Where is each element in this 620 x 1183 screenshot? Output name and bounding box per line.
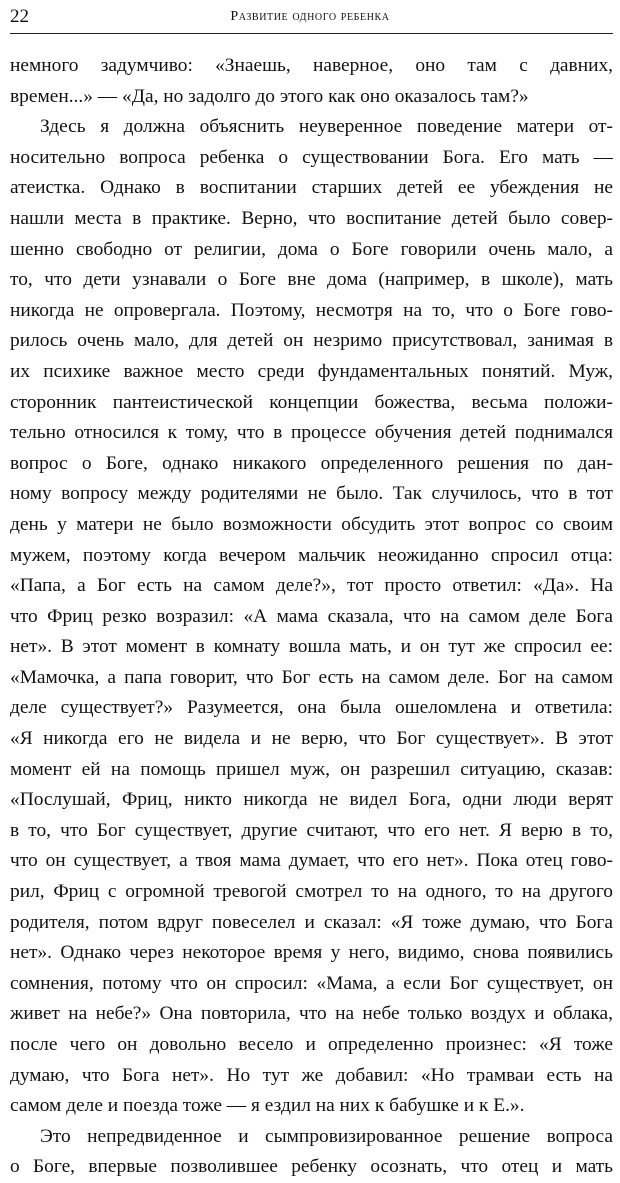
page-number: 22: [10, 6, 29, 27]
text-line: день у матери не было возможности обсудить этот вопрос со своим: [10, 513, 613, 535]
text-line: нет». Однако через некоторое время у него, видимо, снова появились: [10, 942, 613, 964]
body-text: [10, 51, 613, 1183]
text-line: сомнения, потому что он спросил: «Мама, а если Бог существует, он: [10, 972, 613, 994]
text-line: «Папа, а Бог есть на самом деле?», тот просто ответил: «Да». На: [10, 575, 613, 597]
text-line: рилось очень мало, для детей он незримо присутствовал, занимая в: [10, 330, 613, 352]
running-title: Развитие одного ребенка: [230, 9, 390, 24]
text-line: рил, Фриц с огромной тревогой смотрел то на одного, то на другого: [10, 881, 613, 903]
text-line: думаю, что Бога нет». Но тут же добавил: «Но трамваи есть на: [10, 1064, 613, 1086]
text-line: что Фриц резко возразил: «А мама сказала, что на самом деле Бога: [10, 605, 613, 627]
text-line: ному вопросу между родителями не было. Так случилось, что в тот: [10, 483, 613, 505]
text-line: самом деле и поезда тоже — я ездил на них к бабушке и к Е.».: [10, 1095, 525, 1117]
text-line: после чего он довольно весело и определенно произнес: «Я тоже: [10, 1034, 613, 1055]
text-line: немного задумчиво: «Знаешь, наверное, оно там с давних,: [10, 55, 613, 76]
text-line: Здесь я должна объяснить неуверенное поведение матери от-: [40, 116, 613, 138]
text-line: родителя, потом вдруг повеселел и сказал: «Я тоже думаю, что Бога: [10, 911, 613, 933]
text-line: момент ей на помощь пришел муж, он разрешил ситуацию, сказав:: [10, 758, 613, 780]
text-line: времен...» — «Да, но задолго до этого как оно оказалось там?»: [10, 85, 529, 107]
text-line: «Я никогда его не видела и не верю, что Бог существует». В этот: [10, 728, 613, 750]
text-line: вопрос о Боге, однако никакого определенного решения по дан-: [10, 452, 613, 474]
text-line: деле существует?» Разумеется, она была ошеломлена и ответила:: [10, 697, 613, 719]
text-line: то, что дети узнавали о Боге вне дома (например, в школе), мать: [10, 269, 613, 291]
text-line: Это непредвиденное и сымпровизированное решение вопроса: [40, 1125, 613, 1147]
text-line: в то, что Бог существует, другие считают, что его нет. Я верю в то,: [10, 819, 613, 841]
text-line: тельно относился к тому, что в процессе обучения детей поднимался: [10, 422, 613, 444]
text-line: шенно свободно от религии, дома о Боге говорили очень мало, а: [10, 238, 613, 260]
text-line: носительно вопроса ребенка о существовании Бога. Его мать —: [10, 146, 613, 168]
text-line: нет». В этот момент в комнату вошла мать, и он тут же спросил ее:: [10, 636, 613, 658]
text-line: никогда не опровергала. Поэтому, несмотря на то, что о Боге гово-: [10, 299, 613, 321]
text-line: нашли места в практике. Верно, что воспитание детей было совер-: [10, 207, 613, 229]
text-line: живет на небе?» Она повторила, что на небе только воздух и облака,: [10, 1003, 613, 1025]
text-line: что он существует, а твоя мама думает, что его нет». Пока отец гово-: [10, 850, 613, 872]
text-line: о Боге, впервые позволившее ребенку осознать, что отец и мать: [10, 1156, 613, 1178]
text-line: «Послушай, Фриц, никто никогда не видел Бога, одни люди верят: [10, 789, 613, 811]
page-header: [0, 0, 620, 40]
text-line: их психике важное место среди фундаментальных понятий. Муж,: [10, 360, 613, 382]
header-rule: [10, 33, 613, 34]
text-line: мужем, поэтому когда вечером мальчик неожиданно спросил отца:: [10, 544, 613, 566]
text-line: атеистка. Однако в воспитании старших детей ее убеждения не: [10, 177, 613, 199]
text-line: «Мамочка, а папа говорит, что Бог есть на самом деле. Бог на самом: [10, 666, 613, 688]
text-line: сторонник пантеистической концепции божества, весьма положи-: [10, 391, 613, 413]
